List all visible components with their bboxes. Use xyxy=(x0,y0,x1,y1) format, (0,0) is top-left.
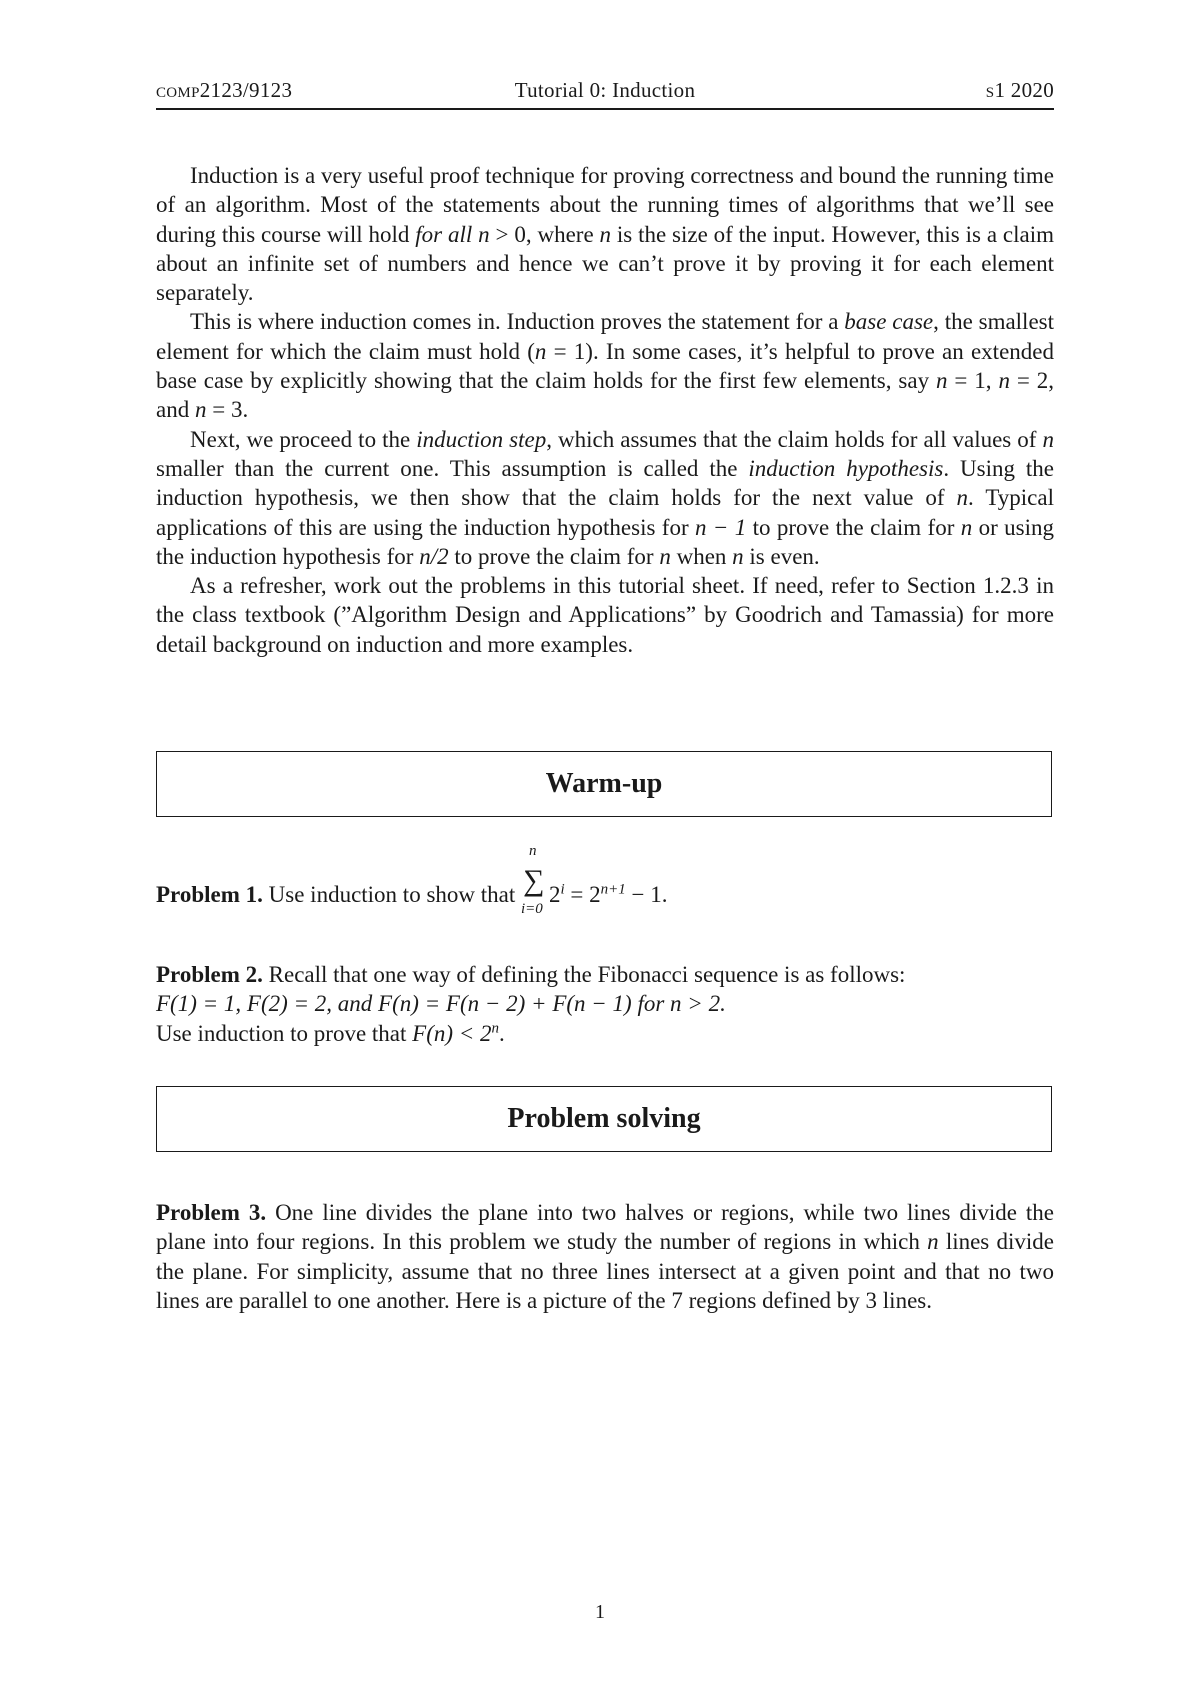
course-code: comp2123/9123 xyxy=(156,78,293,102)
tutorial-title: Tutorial 0: Induction xyxy=(514,78,696,102)
running-header xyxy=(156,78,1054,108)
problem-2-line-2: F(1) = 1, F(2) = 2, and F(n) = F(n − 2) + F(n − 1) for n > 2. xyxy=(156,991,726,1017)
header-rule xyxy=(156,108,1054,110)
intro-text xyxy=(156,161,1054,659)
problem-3-label: Problem 3. xyxy=(156,1200,267,1225)
problem-1-label: Problem 1. xyxy=(156,882,263,907)
page-number: 1 xyxy=(595,1601,605,1623)
semester: s1 2020 xyxy=(985,78,1054,102)
intro-paragraph-2: This is where induction comes in. Induction proves the statement for a base case, the smallest element for which the claim must hold (n = 1). In some cases, it’s helpful to prove an extended base case by explicitly showing that the claim holds for the first few elements, say n = 1, n = 2, and n = 3. xyxy=(156,309,1054,423)
summation-symbol: n ∑ i=0 xyxy=(521,843,545,917)
intro-paragraph-1: Induction is a very useful proof technique for proving correctness and bound the running time of an algorithm. Most of the statements about the running times of algorithms that we’ll see during this course will hold for all n > 0, where n is the size of the input. However, this is a claim about an infinite set of numbers and hence we can’t prove it by proving it for each element separately. xyxy=(156,163,1054,306)
problem-2-line-3: Use induction to prove that $F(n) < 2^n$. xyxy=(156,1019,505,1046)
problem-2 xyxy=(156,960,1054,1048)
intro-paragraph-3: Next, we proceed to the induction step, which assumes that the claim holds for all values of n smaller than the current one. This assumption is called the induction hypothesis. Using the induction hypothesis, we then show that the claim holds for the next value of n. Typical applications of this are using the induction hypothesis for n − 1 to prove the claim for n or using the induction hypothesis for n/2 to prove the claim for n when n is even. xyxy=(156,426,1054,569)
problem-1: Problem 1. Use induction to show that n ∑ i=0 $2^i = 2^{n+1} - 1$. xyxy=(156,843,668,917)
problem-2-label: Problem 2. xyxy=(156,962,263,987)
intro-paragraph-4: As a refresher, work out the problems in this tutorial sheet. If need, refer to Section 1.2.3 in the class textbook (”Algorithm Design and Applications” by Goodrich and Tamassia) for more detail background on induction and more examples. xyxy=(156,573,1054,657)
problem-2-line-1: Problem 2. Recall that one way of defining the Fibonacci sequence is as follows: xyxy=(156,962,906,987)
section-heading-warmup: Warm-up xyxy=(156,751,1052,817)
section-heading-problem-solving: Problem solving xyxy=(156,1086,1052,1152)
problem-3: Problem 3. One line divides the plane into two halves or regions, while two lines divide the plane into four regions. In this problem we study the number of regions in which n lines divide the plane. For simplicity, assume that no three lines intersect at a given point and that no two lines are parallel to one another. Here is a picture of the 7 regions defined by 3 lines. xyxy=(156,1200,1054,1313)
